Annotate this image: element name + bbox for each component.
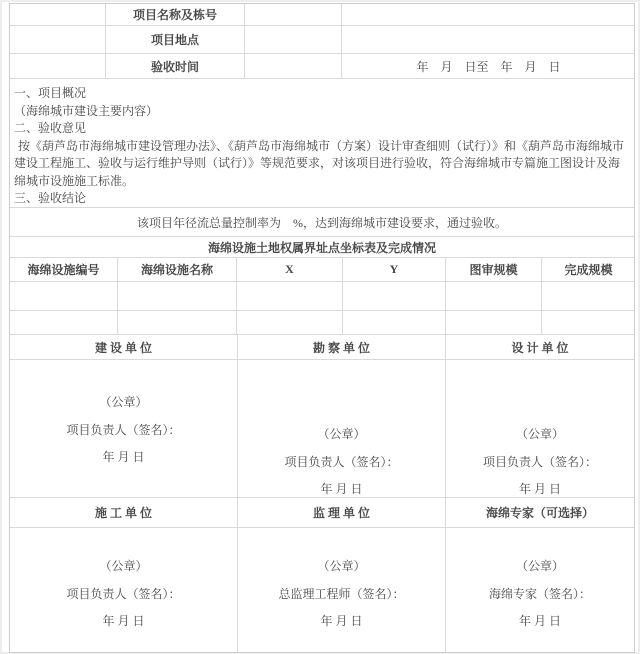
coord-empty-cell <box>118 282 237 310</box>
coord-header-completed-scale: 完成规模 <box>564 263 613 277</box>
section-title-acceptance-conclusion: 三、验收结论 <box>14 191 87 205</box>
seal-label: （公章） <box>515 427 564 441</box>
section-title-project-overview: 一、项目概况 <box>14 86 87 100</box>
seal-label: （公章） <box>99 559 148 573</box>
info-row-project-name <box>10 4 634 26</box>
info-label-acceptance-time: 验收时间 <box>106 54 245 78</box>
coord-empty-cell <box>343 311 446 334</box>
coord-empty-cell <box>542 311 635 334</box>
date-label: 年 月 日 <box>320 482 363 496</box>
coord-empty-cell <box>10 282 118 310</box>
signer-label: 总监理工程师（签名）： <box>278 587 405 601</box>
coord-table-empty-row <box>10 282 634 311</box>
date-label: 年 月 日 <box>518 614 561 628</box>
signature-row-2 <box>10 528 634 652</box>
coord-empty-cell <box>446 311 542 334</box>
signer-label: 项目负责人（签名）： <box>66 423 181 437</box>
info-spacer-cell <box>245 26 342 53</box>
coord-table-title-row <box>10 237 634 258</box>
signer-label: 项目负责人（签名）： <box>284 455 399 469</box>
coord-empty-cell <box>446 282 542 310</box>
unit-header-survey: 勘 察 单 位 <box>238 335 446 359</box>
conclusion-row <box>10 208 634 237</box>
coord-empty-cell <box>542 282 635 310</box>
signer-label: 项目负责人（签名）： <box>482 455 597 469</box>
seal-label: （公章） <box>99 395 148 409</box>
info-value-project-name <box>342 4 635 25</box>
regulation-paragraph: 按《葫芦岛市海绵城市建设管理办法》、《葫芦岛市海绵城市（方案）设计审查细则（试行）》和《葫芦岛市海绵城市建设工程施工、验收与运行维护导则（试行）》等规范要求，对该项目进行验收，符合海绵城市专篇施工图设计及海绵城市设施施工标准。 <box>14 138 625 188</box>
info-spacer-cell <box>10 4 106 25</box>
overview-opinion-section <box>10 79 634 207</box>
section-title-acceptance-opinion: 二、验收意见 <box>14 121 87 135</box>
unit-header-supervision: 监 理 单 位 <box>238 498 446 527</box>
sign-cell-supervision <box>238 528 446 652</box>
info-value-project-location <box>342 26 635 53</box>
unit-header-row-2 <box>10 498 634 528</box>
coord-empty-cell <box>237 282 343 310</box>
coord-empty-cell <box>237 311 343 334</box>
info-row-project-location <box>10 26 634 54</box>
coord-empty-cell <box>10 311 118 334</box>
signature-row-1 <box>10 360 634 498</box>
date-label: 年 月 日 <box>102 450 145 464</box>
coord-table-title: 海绵设施土地权属界址点坐标表及完成情况 <box>207 240 436 255</box>
section-note-sponge-content: （海绵城市建设主要内容） <box>14 103 159 118</box>
coord-table-empty-row <box>10 311 634 335</box>
sign-cell-construction <box>10 360 238 497</box>
date-label: 年 月 日 <box>320 614 363 628</box>
sign-cell-survey <box>238 360 446 497</box>
coord-header-facility-id: 海绵设施编号 <box>10 258 118 281</box>
unit-header-contractor: 施 工 单 位 <box>10 498 238 527</box>
date-label: 年 月 日 <box>518 482 561 496</box>
coord-empty-cell <box>118 311 237 334</box>
info-spacer-cell <box>245 4 342 25</box>
seal-label: （公章） <box>317 559 366 573</box>
unit-header-construction: 建 设 单 位 <box>10 335 238 359</box>
coord-header-y: Y <box>343 258 446 281</box>
overview-opinion-section-row <box>10 79 634 208</box>
coord-header-x: X <box>237 258 343 281</box>
coord-table-header-row <box>10 258 634 282</box>
sign-cell-contractor <box>10 528 238 652</box>
conclusion-text: 该项目年径流总量控制率为 %，达到海绵城市建设要求，通过验收。 <box>137 215 507 230</box>
unit-header-sponge-expert: 海绵专家（可选择） <box>485 506 594 520</box>
unit-header-row-1 <box>10 335 634 360</box>
info-spacer-cell <box>10 54 106 78</box>
sign-cell-design <box>446 360 634 497</box>
coord-header-review-scale: 图审规模 <box>446 258 542 281</box>
seal-label: （公章） <box>515 559 564 573</box>
coord-header-facility-name: 海绵设施名称 <box>118 258 237 281</box>
coord-empty-cell <box>343 282 446 310</box>
signer-label: 项目负责人（签名）： <box>66 587 181 601</box>
signer-label: 海绵专家（签名）： <box>488 587 591 601</box>
form-table <box>9 3 635 653</box>
info-row-acceptance-time <box>10 54 634 79</box>
info-spacer-cell <box>245 54 342 78</box>
info-label-project-name: 项目名称及栋号 <box>106 4 245 25</box>
info-label-project-location: 项目地点 <box>106 26 245 53</box>
seal-label: （公章） <box>317 427 366 441</box>
info-value-acceptance-time: 年 月 日至 年 月 日 <box>416 59 561 74</box>
info-spacer-cell <box>10 26 106 53</box>
sign-cell-sponge-expert <box>446 528 634 652</box>
date-label: 年 月 日 <box>102 614 145 628</box>
unit-header-design: 设 计 单 位 <box>511 340 569 355</box>
